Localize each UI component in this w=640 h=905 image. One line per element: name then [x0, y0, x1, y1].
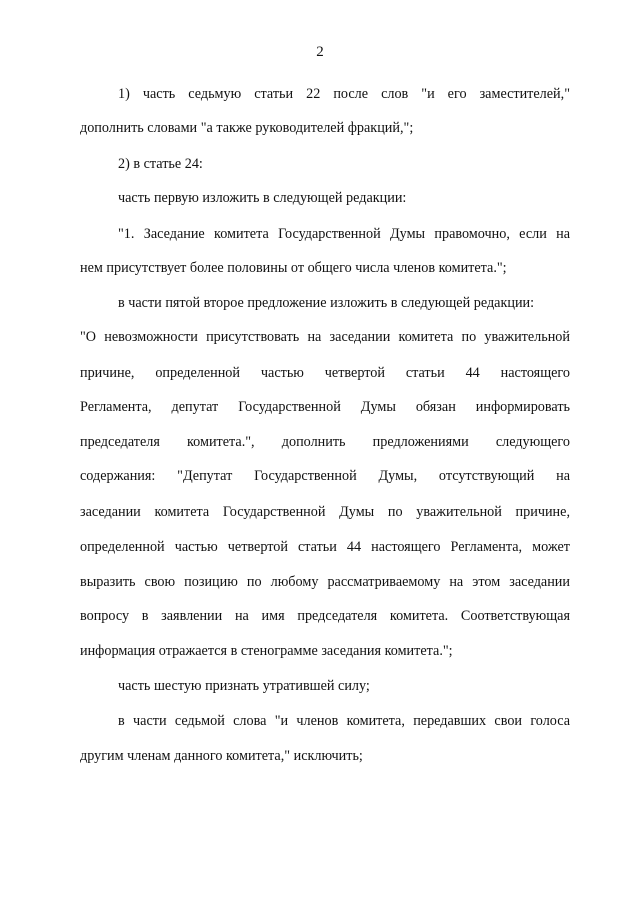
text-line: заседании комитета Государственной Думы по уважительной причине, [80, 504, 570, 520]
text-line: содержания: "Депутат Государственной Думы, отсутствующий на [80, 468, 570, 484]
text-line: в части седьмой слова "и членов комитета, передавших свои голоса [118, 713, 570, 729]
page-number: 2 [316, 44, 324, 60]
text-line: "О невозможности присутствовать на заседании комитета по уважительной [80, 329, 570, 345]
text-line: дополнить словами "а также руководителей фракций,"; [80, 120, 414, 136]
text-line: нем присутствует более половины от общего числа членов комитета."; [80, 260, 507, 276]
text-line: "1. Заседание комитета Государственной Думы правомочно, если на [118, 226, 570, 242]
text-line: вопросу в заявлении на имя председателя комитета. Соответствующая [80, 608, 570, 624]
text-line: информация отражается в стенограмме заседания комитета."; [80, 643, 453, 659]
text-line: Регламента, депутат Государственной Думы обязан информировать [80, 399, 570, 415]
text-line: председателя комитета.", дополнить предложениями следующего [80, 434, 570, 450]
text-line: 1) часть седьмую статьи 22 после слов "и его заместителей," [118, 86, 570, 102]
text-line: в части пятой второе предложение изложить в следующей редакции: [118, 295, 535, 311]
text-line: выразить свою позицию по любому рассматриваемому на этом заседании [80, 574, 570, 590]
text-line: причине, определенной частью четвертой статьи 44 настоящего [80, 365, 570, 381]
text-line: часть первую изложить в следующей редакции: [118, 190, 407, 206]
text-line: определенной частью четвертой статьи 44 настоящего Регламента, может [80, 539, 570, 555]
text-line: 2) в статье 24: [118, 156, 203, 172]
text-line: часть шестую признать утратившей силу; [118, 678, 370, 694]
text-line: другим членам данного комитета," исключить; [80, 748, 363, 764]
